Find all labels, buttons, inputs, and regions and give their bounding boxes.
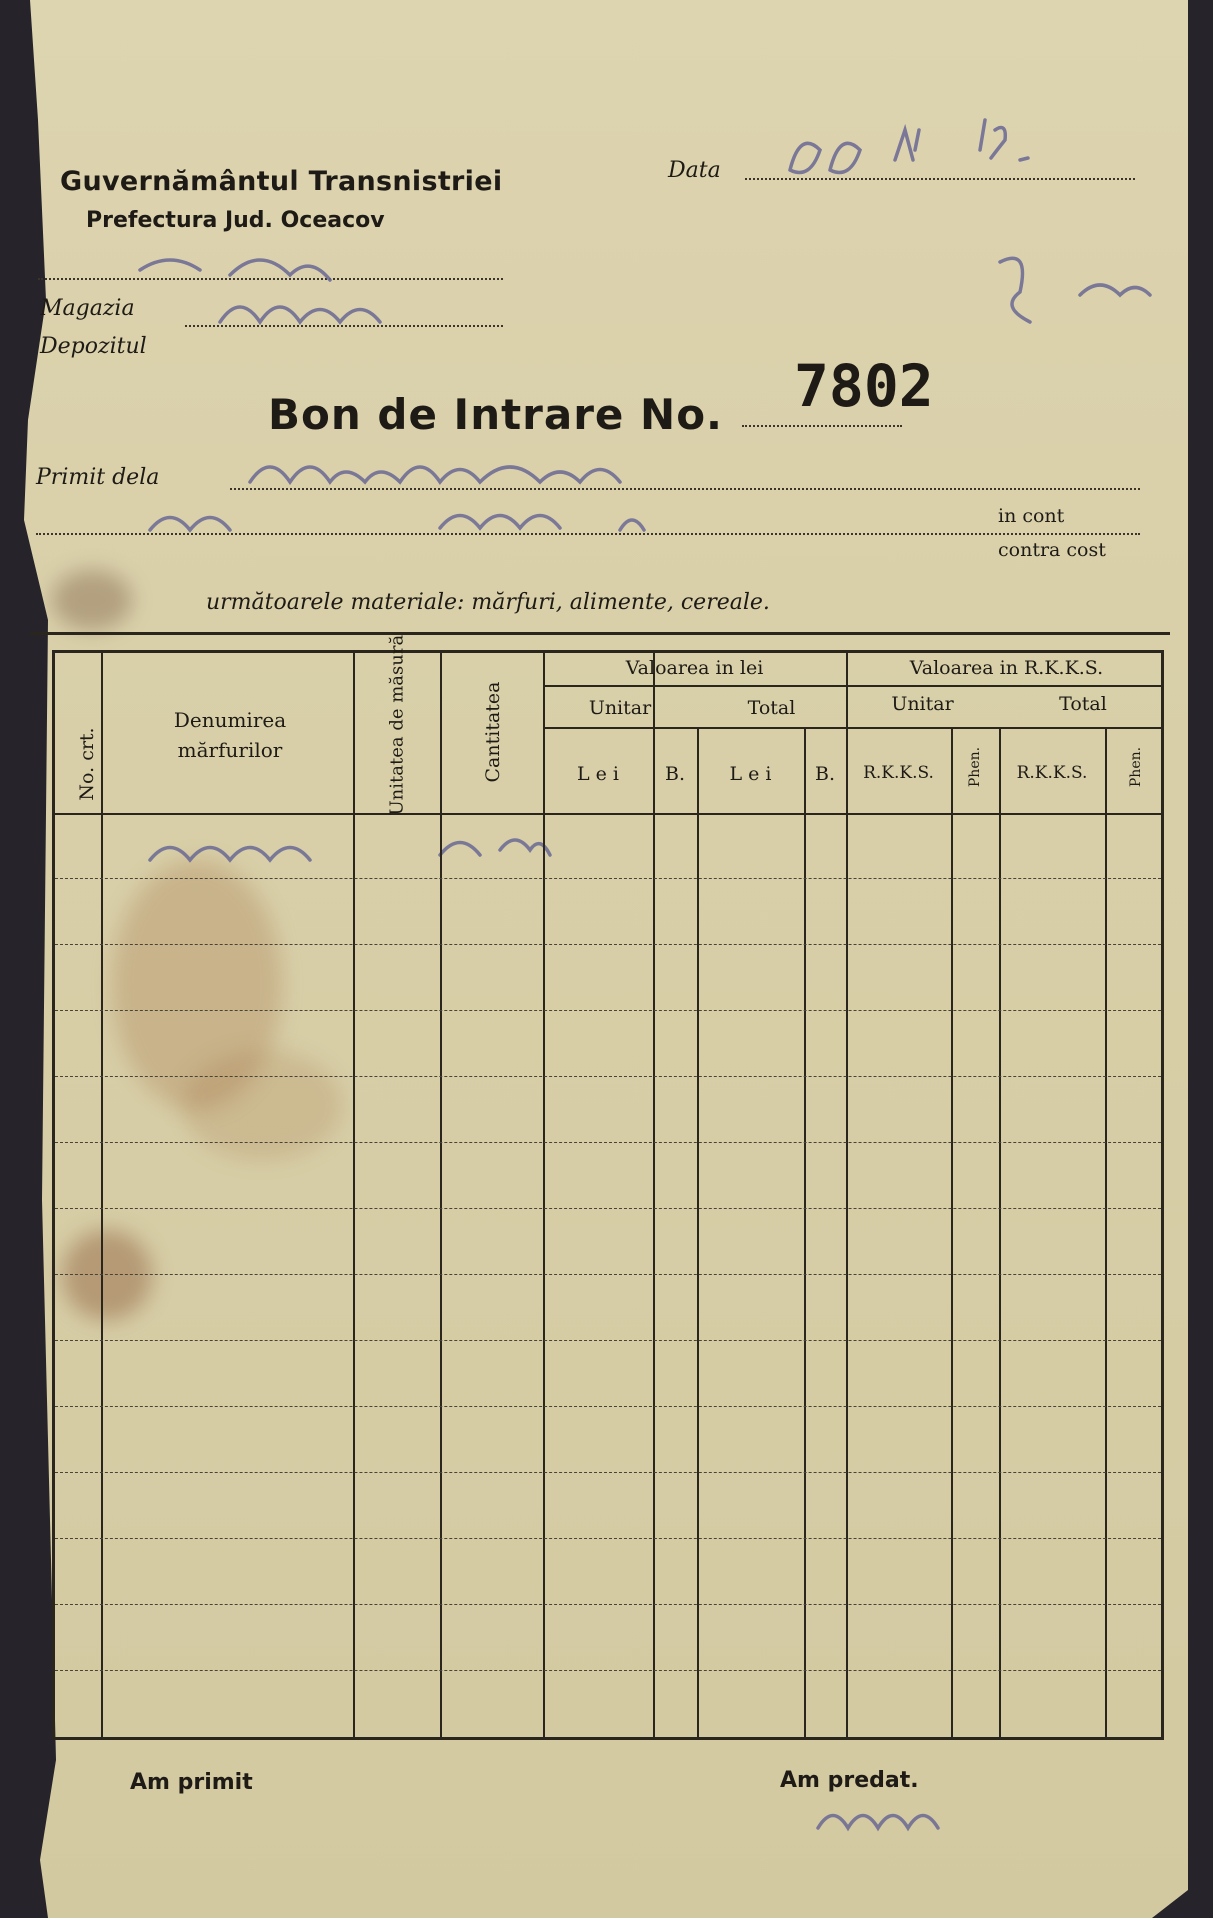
primit-handwriting <box>250 467 620 482</box>
materials-text: următoarele materiale: mărfuri, alimente, cereale. <box>206 590 770 615</box>
table-row-rule <box>55 1142 1161 1143</box>
table-top-rule <box>30 632 1170 635</box>
subheader-lei: L e i <box>576 763 620 785</box>
in-cont-label: in cont <box>998 505 1065 527</box>
col-header-unitatea: Unitatea de măsură <box>386 634 408 816</box>
date-handwriting <box>790 143 860 172</box>
date-label: Data <box>668 158 721 183</box>
subheader-b: B. <box>664 763 685 785</box>
table-row-rule <box>55 878 1161 879</box>
col-divider <box>353 653 355 1737</box>
table-row-rule <box>55 1208 1161 1209</box>
col-header-denumirea: Denumirea mărfurilor <box>173 708 287 762</box>
contra-cost-label: contra cost <box>998 539 1106 561</box>
subheader-unitar-lei: Unitar <box>588 697 652 719</box>
magazia-label: Magazia <box>40 296 135 321</box>
col-header-cantitatea: Cantitatea <box>482 681 504 783</box>
table-row-rule <box>55 1076 1161 1077</box>
am-predat-label: Am predat. <box>780 1768 919 1793</box>
subheader-b: B. <box>814 763 835 785</box>
subheader-total-rkks: Total <box>1059 693 1107 715</box>
depozitul-label: Depozitul <box>40 334 147 359</box>
subheader-phen: Phen. <box>967 746 983 788</box>
magazia-handwriting <box>220 307 380 322</box>
header-rule <box>543 727 1161 729</box>
signature-handwriting <box>818 1816 938 1829</box>
group-header-rkks: Valoarea in R.K.K.S. <box>909 657 1104 679</box>
col-divider <box>653 653 655 1737</box>
subheader-total-lei: Total <box>747 697 796 719</box>
entries-table <box>52 634 1164 1740</box>
document-number: 7802 <box>794 352 934 420</box>
table-row-rule <box>55 1340 1161 1341</box>
subheader-lei: L e i <box>729 763 772 785</box>
am-primit-label: Am primit <box>130 1770 253 1795</box>
header-bottom-rule <box>55 813 1161 815</box>
table-row-rule <box>55 1604 1161 1605</box>
group-header-lei: Valoarea in lei <box>625 657 764 679</box>
table-row-rule <box>55 1670 1161 1671</box>
subheader-phen: Phen. <box>1128 746 1144 788</box>
subheader-rkks: R.K.K.S. <box>863 763 934 783</box>
organization-name: Guvernământul Transnistriei <box>60 166 503 197</box>
document-title: Bon de Intrare No. <box>268 390 724 439</box>
table-row-rule <box>55 1538 1161 1539</box>
subheader-rkks: R.K.K.S. <box>1016 763 1088 783</box>
header-rule <box>543 685 1161 687</box>
col-header-nr: No. crt. <box>76 727 98 801</box>
col-divider <box>440 653 442 1737</box>
col-divider <box>101 653 103 1737</box>
table-row-rule <box>55 944 1161 945</box>
primit-dela-label: Primit dela <box>36 465 160 490</box>
table-row-rule <box>55 1406 1161 1407</box>
table-row-rule <box>55 1274 1161 1275</box>
table-row-rule <box>55 1010 1161 1011</box>
subheader-unitar-rkks: Unitar <box>891 693 954 715</box>
col-divider <box>543 653 545 1737</box>
table-row-rule <box>55 1472 1161 1473</box>
col-divider <box>846 653 848 1737</box>
prefecture-name: Prefectura Jud. Oceacov <box>86 208 385 233</box>
